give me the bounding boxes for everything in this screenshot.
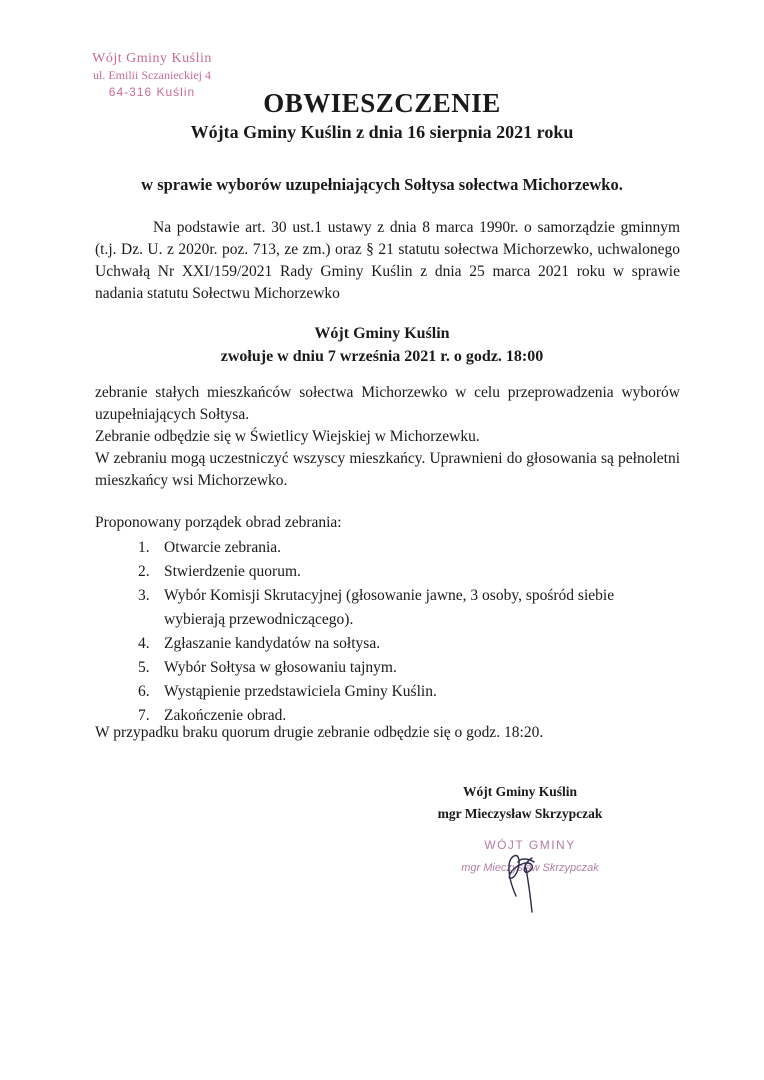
agenda-item [138, 680, 658, 704]
agenda-list [138, 536, 658, 728]
agenda-item-text: Zakończenie obrad. [164, 707, 287, 724]
signature-stamp-name: mgr Mieczysław Skrzypczak [461, 862, 599, 874]
signature-stamp-title: WÓJT GMINY [484, 838, 576, 852]
meeting-eligibility: W zebraniu mogą uczestniczyć wszyscy mieszkańcy. Uprawnieni do głosowania są pełnoletni mieszkańcy wsi Michorzewko. [95, 450, 680, 489]
handwritten-signature-icon [498, 838, 548, 918]
agenda-item [138, 560, 658, 584]
agenda-item [138, 536, 658, 560]
agenda-item-text: Wystąpienie przedstawiciela Gminy Kuślin. [164, 683, 437, 700]
document-title: OBWIESZCZENIE [263, 88, 501, 118]
agenda-item-number: 3. [138, 587, 150, 604]
agenda-item-number: 6. [138, 683, 150, 700]
signatory-title: Wójt Gminy Kuślin [462, 784, 578, 799]
meeting-location: Zebranie odbędzie się w Świetlicy Wiejskiej w Michorzewku. [95, 428, 480, 445]
agenda-item-text: Wybór Sołtysa w głosowaniu tajnym. [164, 659, 397, 676]
legal-basis-paragraph: Na podstawie art. 30 ust.1 ustawy z dnia 8 marca 1990r. o samorządzie gminnym (t.j. Dz. U. z 2020r. poz. 713, ze zm.) oraz § 21 statutu sołectwa Michorzewko, uchwalonego Uchwałą Nr XXI/159/2021 Rady Gminy Kuślin z dnia 25 marca 2021 roku w sprawie nadania statutu Sołectwu Michorzewko [95, 219, 680, 302]
agenda-item-number: 2. [138, 563, 150, 580]
agenda-item [138, 584, 658, 632]
stamp-line-1: Wójt Gminy Kuślin [92, 51, 212, 66]
agenda-item-text: Zgłaszanie kandydatów na sołtysa. [164, 635, 381, 652]
convocation-date: zwołuje w dniu 7 września 2021 r. o godz. 18:00 [220, 348, 544, 365]
quorum-note: W przypadku braku quorum drugie zebranie odbędzie się o godz. 18:20. [95, 724, 544, 741]
agenda-item-text: Wybór Komisji Skrutacyjnej (głosowanie jawne, 3 osoby, spośród siebie wybierają przewodniczącego). [164, 587, 615, 628]
agenda-item-text: Otwarcie zebrania. [164, 539, 282, 556]
stamp-line-2: ul. Emilii Sczanieckiej 4 [93, 68, 211, 82]
agenda-item [138, 632, 658, 656]
agenda-item-number: 1. [138, 539, 150, 556]
agenda-item-number: 4. [138, 635, 150, 652]
stamp-line-3: 64-316 Kuślin [108, 85, 196, 99]
agenda-item-number: 7. [138, 707, 150, 724]
convocation [0, 322, 764, 368]
agenda-item-text: Stwierdzenie quorum. [164, 563, 301, 580]
signature-block [400, 781, 640, 825]
signatory-name: mgr Mieczysław Skrzypczak [437, 806, 603, 821]
agenda-item-number: 5. [138, 659, 150, 676]
meeting-purpose: zebranie stałych mieszkańców sołectwa Michorzewko w celu przeprowadzenia wyborów uzupełniających Sołtysa. [95, 384, 680, 423]
meeting-details [95, 382, 680, 492]
convocation-authority: Wójt Gminy Kuślin [314, 325, 450, 342]
document-subject: w sprawie wyborów uzupełniających Sołtysa sołectwa Michorzewko. [141, 175, 623, 194]
document-subtitle: Wójta Gminy Kuślin z dnia 16 sierpnia 2021 roku [190, 122, 574, 142]
agenda-heading: Proponowany porządek obrad zebrania: [95, 514, 342, 531]
agenda-item [138, 656, 658, 680]
